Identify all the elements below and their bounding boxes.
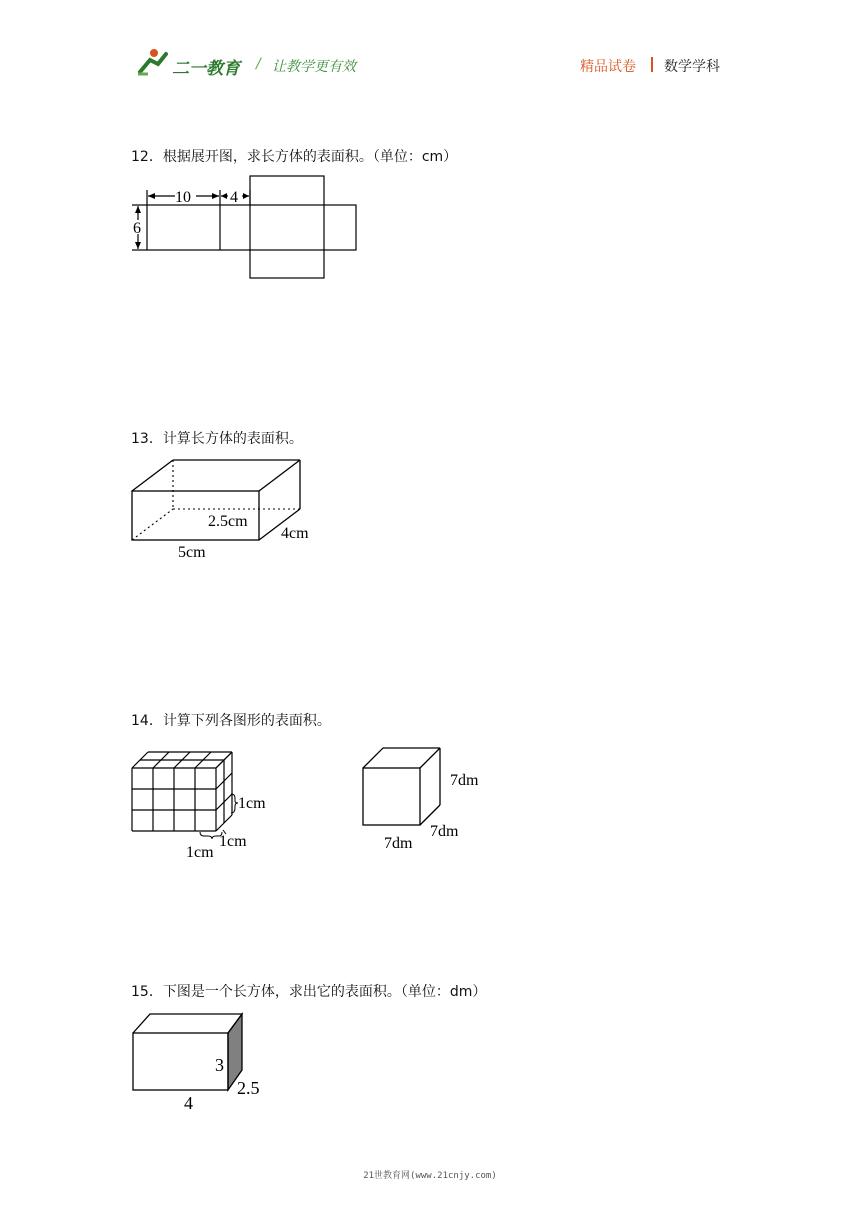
question-13-cuboid-figure bbox=[126, 455, 326, 565]
q15-label-height: 3 bbox=[215, 1055, 224, 1075]
brand-name: 二一教育 bbox=[172, 59, 240, 79]
q15-label-depth: 2.5 bbox=[237, 1078, 260, 1098]
question-14-cube-stack-figure bbox=[126, 746, 286, 864]
question-14-cube-figure bbox=[356, 740, 496, 858]
question-13-text: 13．计算长方体的表面积。 bbox=[131, 431, 303, 447]
header-slash: / bbox=[256, 56, 261, 72]
q14a-label-right: 1cm bbox=[238, 795, 266, 812]
q12-label-4: 4 bbox=[230, 189, 238, 206]
question-12-net-figure bbox=[126, 172, 366, 284]
q13-label-length: 5cm bbox=[178, 544, 206, 561]
q15-label-length: 4 bbox=[184, 1093, 193, 1113]
q13-label-width: 4cm bbox=[281, 525, 309, 542]
logo-runner-icon bbox=[136, 46, 172, 78]
q12-label-10: 10 bbox=[175, 189, 191, 206]
question-15-cuboid-figure bbox=[126, 1008, 276, 1118]
q12-label-6: 6 bbox=[133, 220, 141, 237]
header-slogan: 让教学更有效 bbox=[272, 59, 356, 75]
question-12-text: 12．根据展开图，求长方体的表面积。（单位：cm） bbox=[131, 149, 458, 165]
header-tag-quality: 精品试卷 bbox=[580, 59, 636, 75]
q14a-label-depth: 1cm bbox=[219, 833, 247, 850]
q14b-label-top: 7dm bbox=[450, 772, 479, 789]
header bbox=[0, 0, 860, 90]
question-14-text: 14．计算下列各图形的表面积。 bbox=[131, 713, 331, 729]
header-separator bbox=[651, 57, 653, 72]
footer-text: 21世教育网(www.21cnjy.com) bbox=[363, 1171, 497, 1181]
q14a-label-bottom: 1cm bbox=[186, 844, 214, 861]
question-15-text: 15．下图是一个长方体，求出它的表面积。（单位：dm） bbox=[131, 984, 487, 1000]
header-tag-subject: 数学学科 bbox=[664, 59, 720, 75]
q13-label-height: 2.5cm bbox=[208, 513, 248, 530]
q14b-label-depth: 7dm bbox=[430, 823, 459, 840]
q14b-label-bottom: 7dm bbox=[384, 835, 413, 852]
